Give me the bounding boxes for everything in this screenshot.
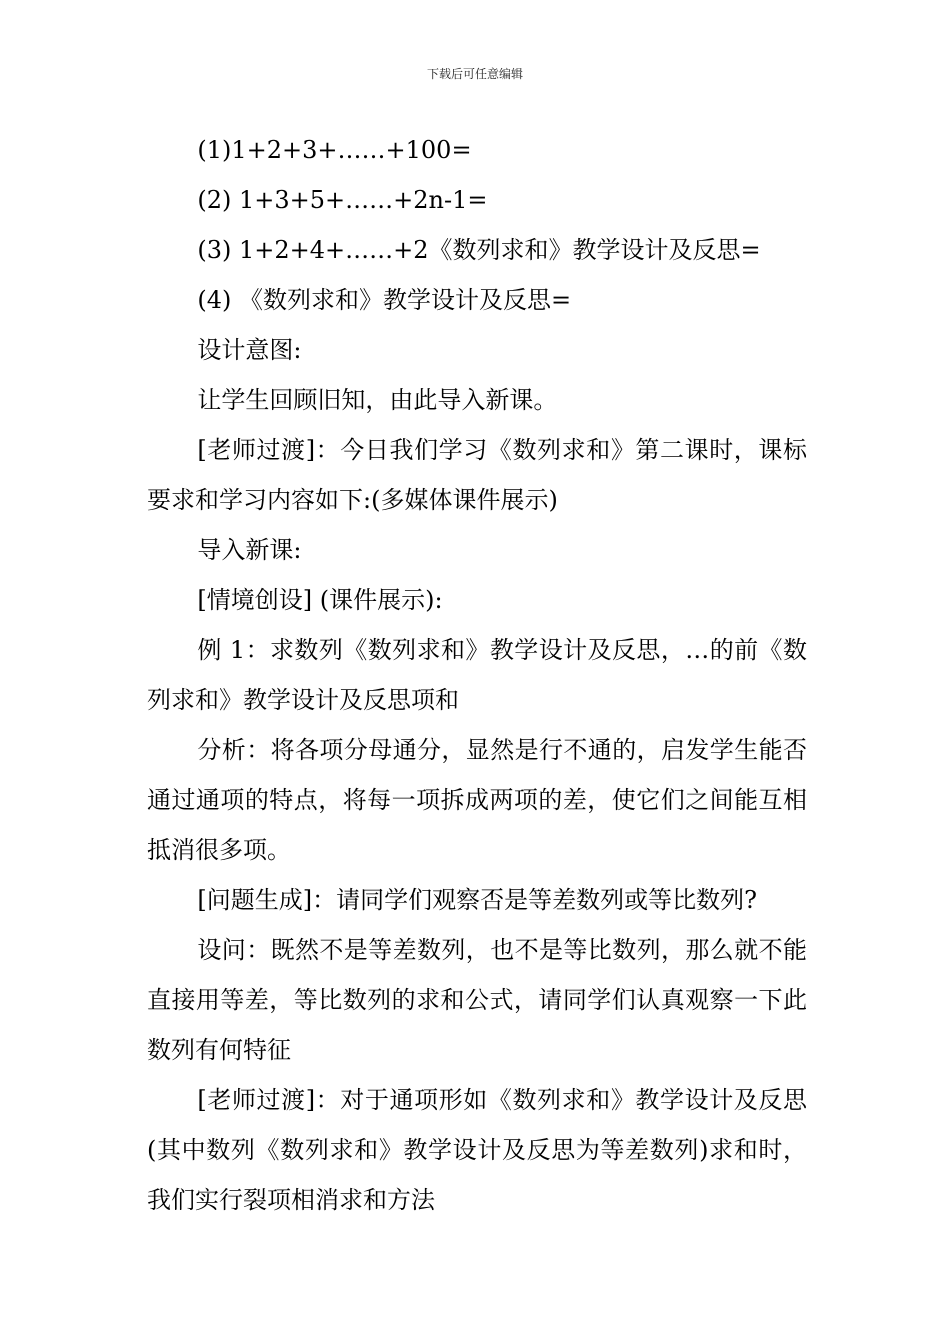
paragraph-analysis: 分析：将各项分母通分，显然是行不通的，启发学生能否通过通项的特点，将每一项拆成两项的差，使它们之间能互相抵消很多项。 [147,736,807,864]
paragraph-new-lesson-heading: 导入新课: [197,536,302,564]
paragraph-design-intent-heading: 设计意图: [197,336,302,364]
paragraph-scenario-setup: [情境创设] (课件展示): [197,586,443,614]
paragraph-teacher-transition-1: [老师过渡]：今日我们学习《数列求和》第二课时，课标要求和学习内容如下:(多媒体课件展示) [147,436,807,514]
paragraph-sum-1-to-100: (1)1+2+3+……+100= [197,136,472,164]
paragraph-problem-generation: [问题生成]：请同学们观察否是等差数列或等比数列? [197,886,757,914]
page-header-note: 下载后可任意编辑 [426,67,523,81]
document-body [147,125,807,1225]
paragraph-item-4: (4) 《数列求和》教学设计及反思= [197,286,572,314]
paragraph-sum-odd-numbers: (2) 1+3+5+……+2n-1= [197,186,488,214]
paragraph-sum-powers-of-two: (3) 1+2+4+……+2《数列求和》教学设计及反思= [197,236,761,264]
paragraph-design-intent: 让学生回顾旧知，由此导入新课。 [197,386,558,414]
paragraph-question: 设问：既然不是等差数列，也不是等比数列，那么就不能直接用等差，等比数列的求和公式，请同学们认真观察一下此数列有何特征 [147,936,807,1064]
paragraph-example-1: 例 1：求数列《数列求和》教学设计及反思，…的前《数列求和》教学设计及反思项和 [147,636,807,714]
paragraph-teacher-transition-2: [老师过渡]：对于通项形如《数列求和》教学设计及反思(其中数列《数列求和》教学设计及反思为等差数列)求和时，我们实行裂项相消求和方法 [147,1086,807,1214]
